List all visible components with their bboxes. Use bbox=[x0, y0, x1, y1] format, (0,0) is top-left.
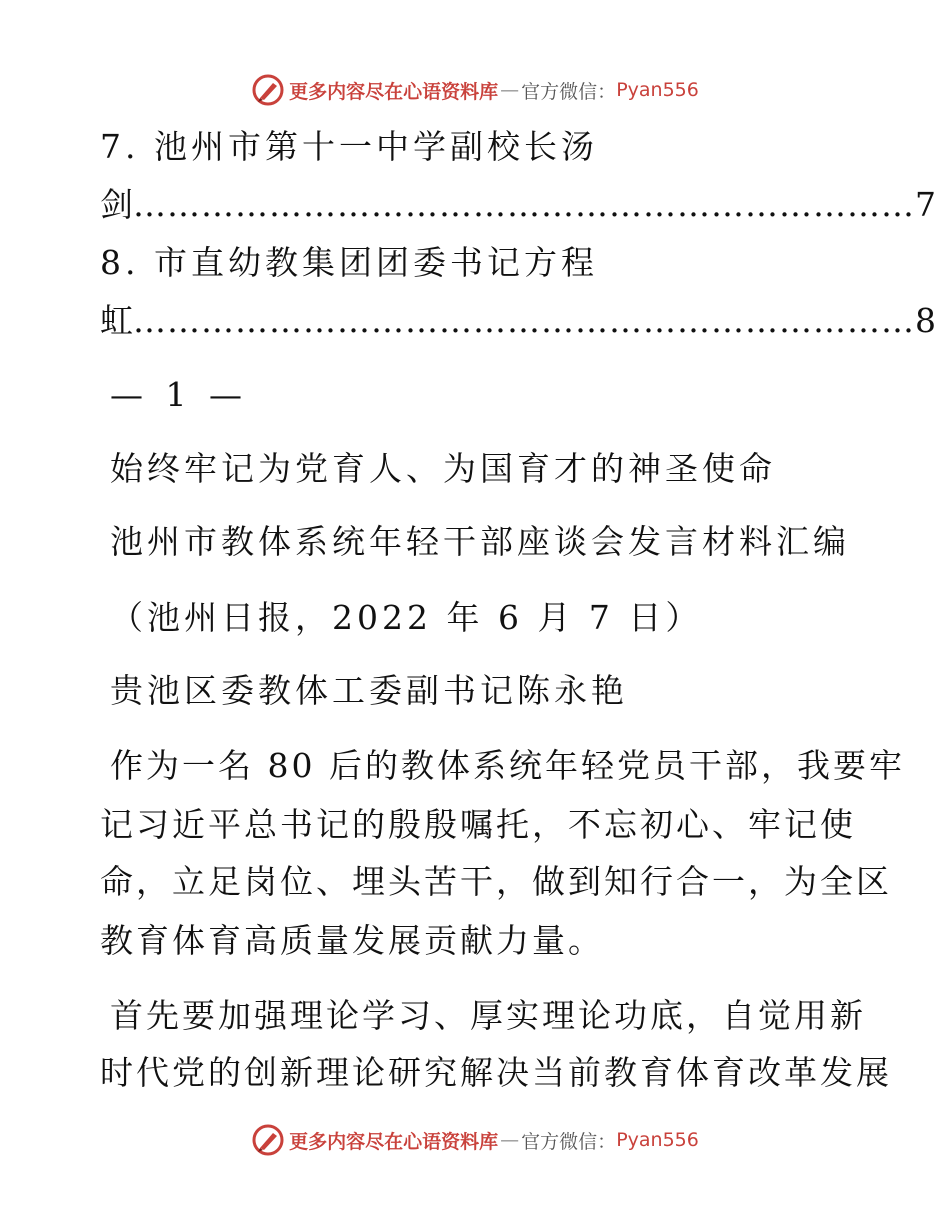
paragraph-2-line-2: 时代党的创新理论研究解决当前教育体育改革发展 bbox=[100, 1053, 892, 1092]
watermark-banner-bottom bbox=[0, 1120, 950, 1160]
paragraph-1-line-2: 记习近平总书记的殷殷嘱托，不忘初心、牢记使 bbox=[100, 805, 856, 844]
watermark-official-label: 官方微信： bbox=[521, 1130, 617, 1153]
toc-item-7-dots: …………………………………………………………… bbox=[133, 185, 915, 224]
watermark-separator: — bbox=[500, 1129, 520, 1151]
toc-item-8-page: 8 bbox=[915, 301, 936, 340]
page-number: — 1 — bbox=[110, 375, 248, 414]
watermark-banner-top bbox=[0, 70, 950, 110]
toc-item-8-dots: …………………………………………………………… bbox=[133, 301, 915, 340]
article-subtitle: 池州市教体系统年轻干部座谈会发言材料汇编 bbox=[110, 522, 850, 561]
toc-item-7-lead-char: 剑 bbox=[100, 185, 133, 224]
watermark-text: 更多内容尽在心语资料库 bbox=[289, 80, 499, 103]
pen-logo-icon bbox=[251, 73, 285, 107]
toc-item-7-title: 7. 池州市第十一中学副校长汤 bbox=[100, 127, 598, 166]
toc-item-8-leader bbox=[100, 301, 936, 341]
paragraph-1-line-1: 作为一名 80 后的教体系统年轻党员干部，我要牢 bbox=[110, 746, 905, 785]
pen-logo-icon bbox=[251, 1123, 285, 1157]
article-source: （池州日报，2022 年 6 月 7 日） bbox=[110, 598, 703, 637]
paragraph-1-line-3: 命，立足岗位、埋头苦干，做到知行合一，为全区 bbox=[100, 862, 892, 901]
watermark-text: 更多内容尽在心语资料库 bbox=[289, 1130, 499, 1153]
paragraph-2-line-1: 首先要加强理论学习、厚实理论功底，自觉用新 bbox=[110, 996, 866, 1035]
watermark-separator: — bbox=[500, 79, 520, 101]
watermark-wechat-id: Pyan556 bbox=[616, 79, 699, 101]
watermark-wechat-id: Pyan556 bbox=[616, 1129, 699, 1151]
toc-item-7-page: 7 bbox=[915, 185, 936, 224]
toc-item-7-leader bbox=[100, 185, 936, 225]
paragraph-1-line-4: 教育体育高质量发展贡献力量。 bbox=[100, 921, 604, 960]
toc-item-8-title: 8. 市直幼教集团团委书记方程 bbox=[100, 243, 598, 282]
toc-item-8-lead-char: 虹 bbox=[100, 301, 133, 340]
watermark-official-label: 官方微信： bbox=[521, 80, 617, 103]
speaker-line: 贵池区委教体工委副书记陈永艳 bbox=[110, 671, 628, 710]
article-title: 始终牢记为党育人、为国育才的神圣使命 bbox=[110, 449, 776, 488]
